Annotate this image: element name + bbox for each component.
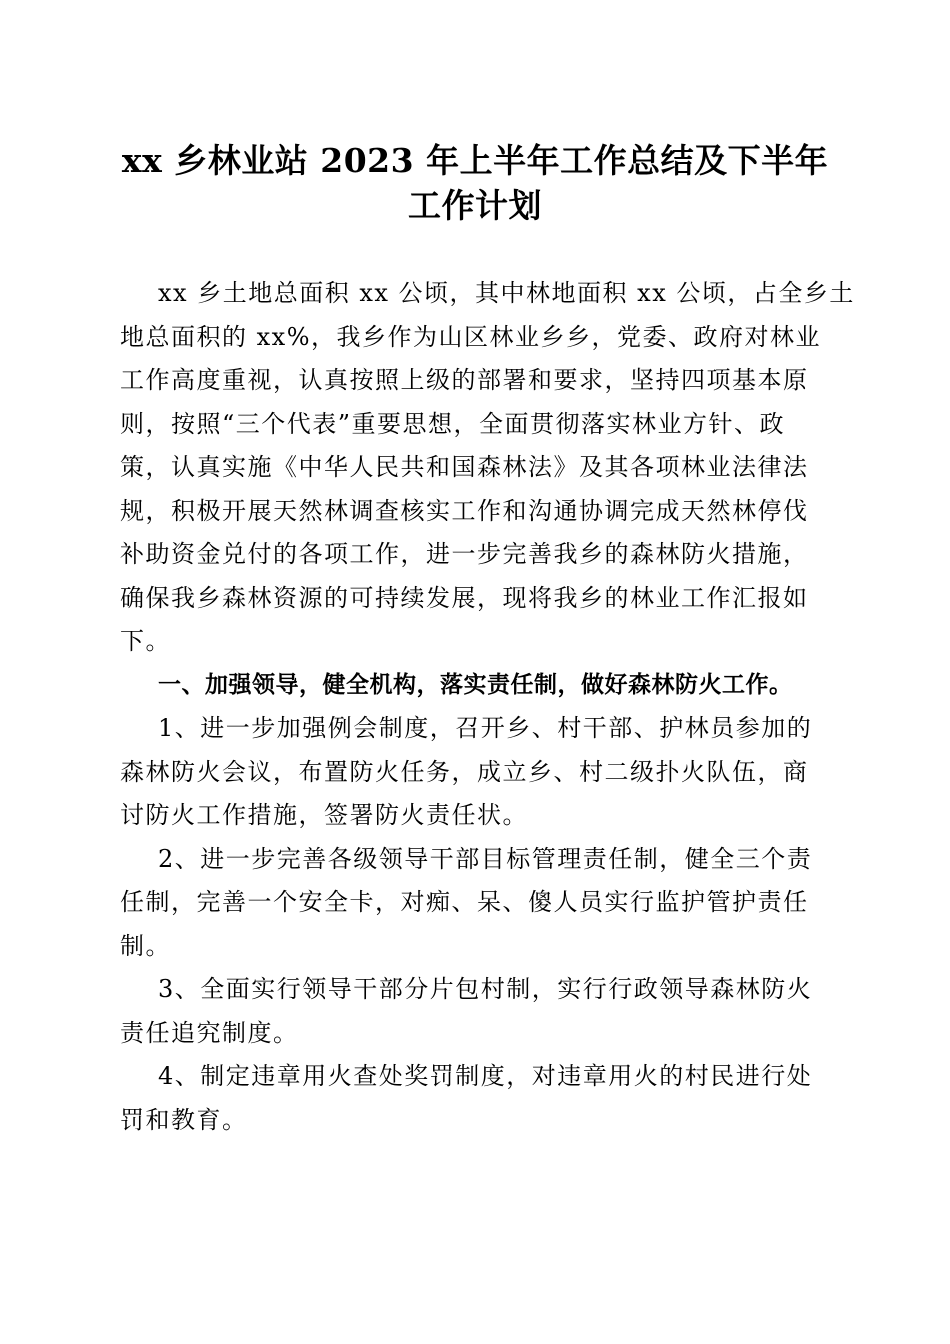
section-heading: 一、加强领导，健全机构，落实责任制，做好森林防火工作。 — [158, 671, 793, 698]
paragraph-line: 下。 — [120, 627, 171, 655]
list-item-3 — [120, 968, 832, 1055]
paragraph-line: 1、进一步加强例会制度，召开乡、村干部、护林员参加的 — [158, 714, 813, 742]
paragraph-line: 则，按照“三个代表”重要思想，全面贯彻落实林业方针、政 — [120, 409, 786, 438]
paragraph-line: 策，认真实施《中华人民共和国森林法》及其各项林业法律法 — [120, 453, 809, 481]
paragraph-line: 补助资金兑付的各项工作，进一步完善我乡的森林防火措施， — [120, 540, 809, 568]
paragraph-line: 4、制定违章用火查处奖罚制度，对违章用火的村民进行处 — [158, 1062, 813, 1090]
paragraph-line: 制。 — [120, 931, 171, 960]
paragraph-line: 规，积极开展天然林调查核实工作和沟通协调完成天然林停伐 — [120, 496, 809, 525]
title-line: xx 乡林业站 2023 年上半年工作总结及下半年 — [121, 141, 829, 180]
paragraph-line: 地总面积的 xx%，我乡作为山区林业乡乡，党委、政府对林业 — [120, 322, 822, 351]
paragraph-line: 工作高度重视，认真按照上级的部署和要求，坚持四项基本原 — [120, 366, 809, 394]
list-item-1 — [120, 707, 832, 838]
list-item-4 — [120, 1055, 832, 1142]
paragraph-line: 2、进一步完善各级领导干部目标管理责任制，健全三个责 — [158, 844, 813, 873]
document-body — [120, 272, 855, 1142]
paragraph-line: 讨防火工作措施，签署防火责任状。 — [120, 801, 528, 829]
paragraph-line: 任制，完善一个安全卡，对痴、呆、傻人员实行监护管护责任 — [120, 888, 809, 916]
intro-paragraph — [120, 272, 855, 664]
title-line: 工作计划 — [408, 186, 542, 225]
list-item-2 — [120, 838, 832, 969]
paragraph-line: 责任追究制度。 — [120, 1018, 299, 1047]
paragraph-line: 罚和教育。 — [120, 1105, 248, 1134]
paragraph-line: 确保我乡森林资源的可持续发展，现将我乡的林业工作汇报如 — [120, 583, 809, 612]
paragraph-line: 森林防火会议，布置防火任务，成立乡、村二级扑火队伍，商 — [120, 757, 809, 786]
paragraph-line: 3、全面实行领导干部分片包村制，实行行政领导森林防火 — [158, 975, 813, 1003]
document-title — [100, 138, 850, 228]
paragraph-line: xx 乡土地总面积 xx 公顷，其中林地面积 xx 公顷，占全乡土 — [158, 279, 855, 307]
